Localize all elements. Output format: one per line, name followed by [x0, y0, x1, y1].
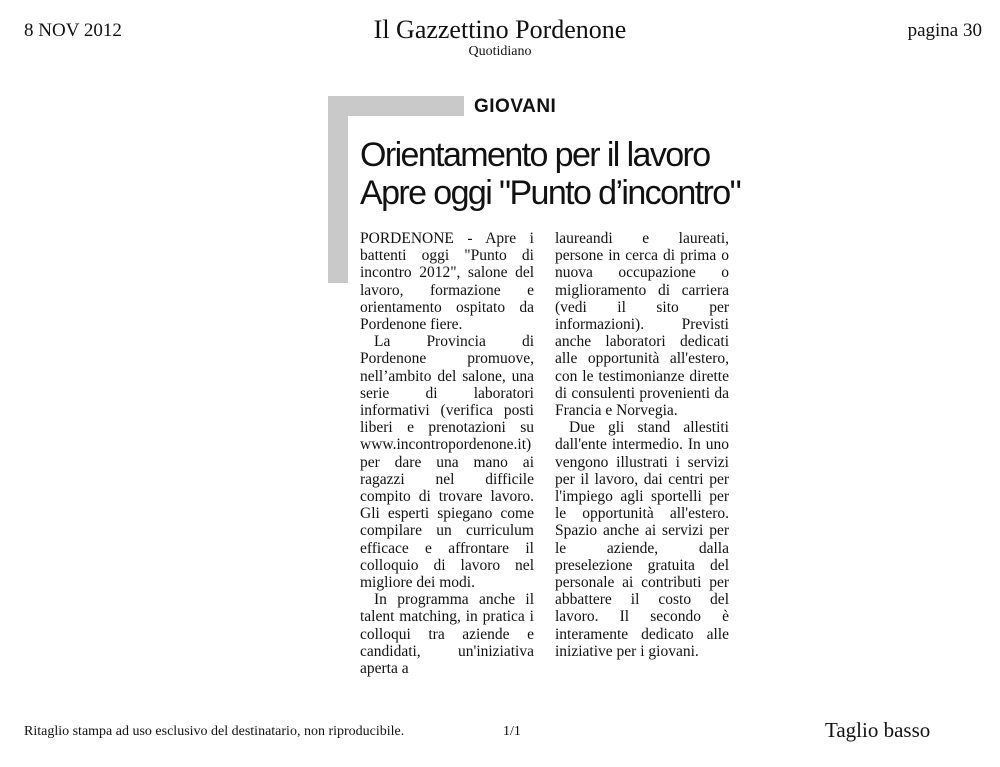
article-paragraph: Due gli stand allestiti dall'ente intermedio. In uno vengono illustrati i servizi per il lavoro, dai centri per l'impiego agli sportelli per le opportunità all'estero. Spazio anche ai servizi per le aziende, dalla preselezione gratuita del personale ai contributi per abbattere il costo del lavoro. Il secondo è interamente dedicato alle iniziative per i giovani.	[555, 419, 729, 660]
publication-title: Il Gazzettino Pordenone	[373, 15, 627, 44]
section-label: GIOVANI	[474, 96, 557, 117]
article-paragraph-continued: laureandi e laureati, persone in cerca di prima o nuova occupazione o miglioramento di carriera (vedi il sito per informazioni). Previsti anche laboratori dedicati alle opportunità all'estero, con le testimonianze dirette di consulenti provenienti da Francia e Norvegia.	[555, 230, 729, 420]
article-column-1	[360, 230, 534, 677]
clipping-date: 8 NOV 2012	[24, 20, 122, 41]
publication-frequency: Quotidiano	[468, 44, 532, 59]
article-paragraph: La Provincia di Pordenone promuove, nell’ambito del salone, una serie di laboratori informativi (verifica posti liberi e prenotazioni su www.incontropordenone.it) per dare una mano ai ragazzi nel difficile compito di trovare lavoro. Gli esperti spiegano come compilare un curriculum efficace e affrontare il colloquio di lavoro nel migliore dei modi.	[360, 333, 534, 592]
article-paragraph: In programma anche il talent matching, in pratica i colloqui tra aziende e candidati, un'iniziativa aperta a	[360, 591, 534, 678]
page-number: pagina 30	[907, 20, 982, 41]
decorative-bracket-left	[328, 96, 348, 283]
article-column-2	[555, 230, 729, 660]
article-paragraph: PORDENONE - Apre i battenti oggi "Punto di incontro 2012", salone del lavoro, formazione e orientamento ospitato da Pordenone fiere.	[360, 230, 534, 334]
headline-line-1: Orientamento per il lavoro	[360, 136, 710, 174]
cut-type: Taglio basso	[825, 718, 931, 742]
headline-line-2: Apre oggi "Punto d’incontro"	[360, 174, 741, 212]
page-count: 1/1	[503, 724, 521, 739]
decorative-bracket-top	[328, 96, 464, 116]
copyright-note: Ritaglio stampa ad uso esclusivo del destinatario, non riproducibile.	[24, 724, 405, 739]
